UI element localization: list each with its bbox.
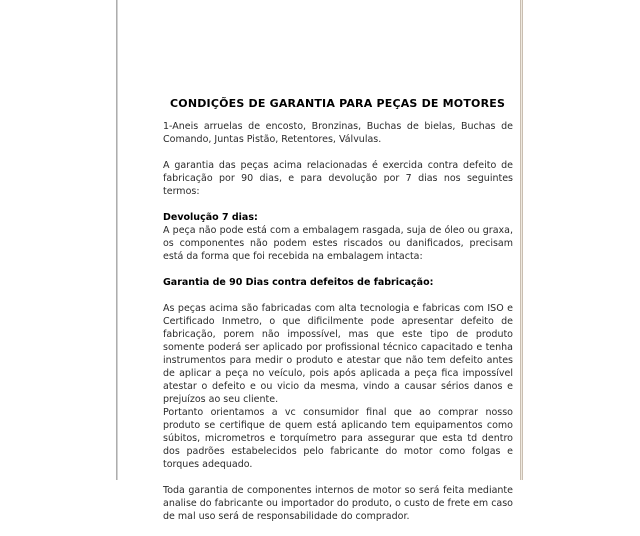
devolucao-heading: Devolução 7 dias: — [163, 212, 258, 223]
page-title: CONDIÇÕES DE GARANTIA PARA PEÇAS DE MOTORES — [170, 97, 506, 110]
garantia-heading: Garantia de 90 Dias contra defeitos de fabricação: — [163, 277, 434, 288]
garantia-body-paragraph-1: As peças acima são fabricadas com alta tecnologia e fabricas com ISO e Certificado Inmetro, o que dificilmente pode apresentar defeito de fabricação, porem não impossível, mas que este tipo de produto somente poderá ser aplicado por profissional técnico capacitado e tenha instrumentos para medir o produto e atestar que não tem defeito antes de aplicar a peça no veículo, pois após aplicada a peça fica impossível atestar o defeito e ou vicio da mesma, vindo a causar sérios danos e prejuízos ao seu cliente. — [163, 303, 513, 405]
intro-paragraph: A garantia das peças acima relacionadas é exercida contra defeito de fabricação por 90 dias, e para devolução por 7 dias nos seguintes termos: — [163, 160, 513, 197]
garantia-body-paragraph-2: Portanto orientamos a vc consumidor final que ao comprar nosso produto se certifique de quem está aplicando tem equipamentos como súbitos, micrometros e torquímetro para assegurar que esta td dentro dos padrões estabelecidos pelo fabricante do motor como folgas e torques adequado. — [163, 407, 513, 470]
document-content — [163, 97, 513, 536]
page-left-rule — [116, 0, 118, 480]
devolucao-body-paragraph: A peça não pode está com a embalagem rasgada, suja de óleo ou graxa, os componentes não podem estes riscados ou danificados, precisam está da forma que foi recebida na embalagem intacta: — [163, 225, 513, 262]
closing-paragraph: Toda garantia de componentes internos de motor so será feita mediante analise do fabricante ou importador do produto, o custo de frete em caso de mal uso será de responsabilidade do comprador. — [163, 485, 513, 522]
parts-list-paragraph: 1-Aneis arruelas de encosto, Bronzinas, Buchas de bielas, Buchas de Comando, Juntas Pistão, Retentores, Válvulas. — [163, 121, 513, 145]
page-right-rule — [520, 0, 523, 480]
